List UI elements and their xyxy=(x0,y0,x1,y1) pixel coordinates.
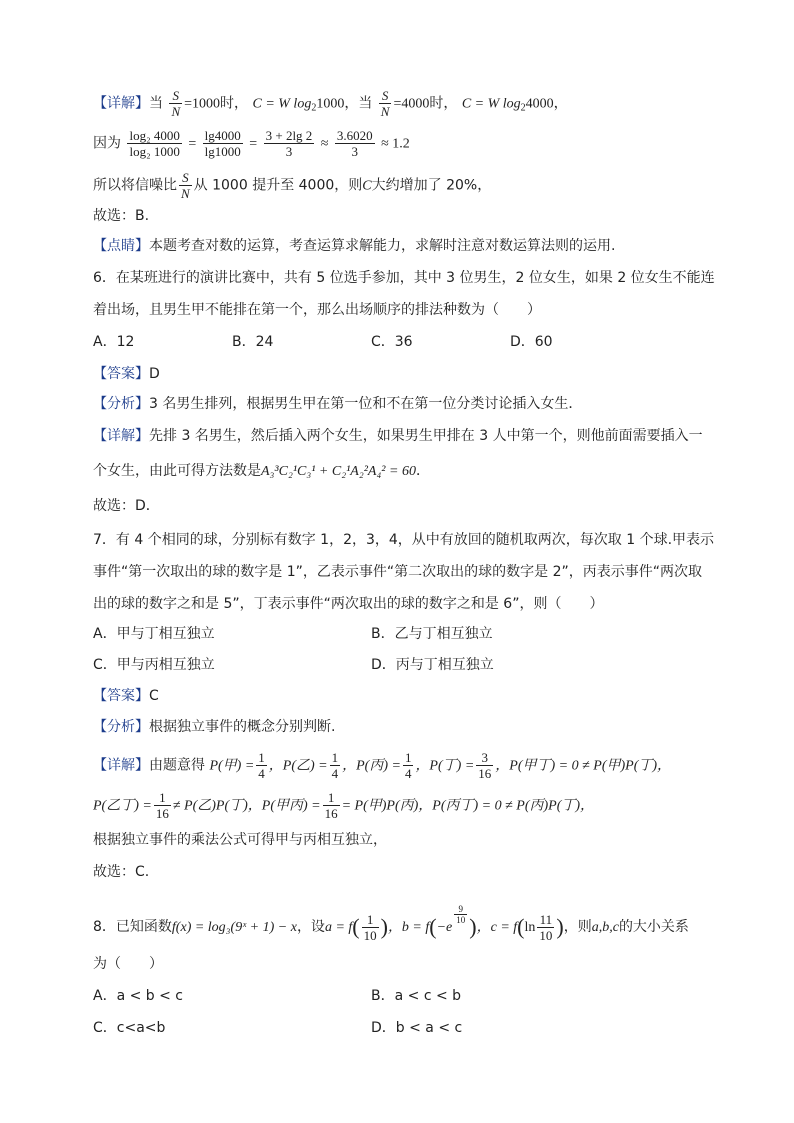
fraction-s-over-n: $\frac{S}{N}$ xyxy=(181,170,190,201)
q6-option-b: B．24 xyxy=(232,334,274,350)
q7-detail-line-1: 【详解】由题意得 P(甲) = $\frac{1}{4}$ ，P(乙) = $\frac{1}{4}$ ，P(丙) = $\frac{1}{4}$ ，P(丁) = $\frac{3}{16}$ ，P(甲丁) = 0 ≠ P(甲)P(丁)， xyxy=(93,750,672,781)
fraction-s-over-n: $\frac{S}{N}$ xyxy=(171,88,181,119)
fraction-log-ratio: $\frac{\text{log₂ 4000}}{\text{log₂ 1000}}$ xyxy=(129,128,180,159)
q6-stem-line-2: 着出场，且男生甲不能排在第一个，那么出场顺序的排法种数为（ ） xyxy=(93,302,541,318)
q5-comment: 【点睛】本题考查对数的运算，考查运算求解能力，求解时注意对数运算法则的运用. xyxy=(93,238,616,254)
q8-option-b: B．a < c < b xyxy=(371,988,462,1004)
q8-option-c: C．c<a<b xyxy=(93,1020,166,1036)
q8-option-a: A．a < b < c xyxy=(93,988,184,1004)
q8-stem-line-1: 8．已知函数f(x) = log₃(9ˣ + 1) − x，设a = f( $\frac{1}{10}$ )，b = f(−e $\frac{9}{10}$ )，c = f(ln $\frac{11}{10}$ )，则a,b,c的大小关系 xyxy=(93,904,689,943)
detail-tag: 【详解】 xyxy=(93,428,149,444)
q5-choice: 故选：B. xyxy=(93,208,150,224)
q7-option-c: C．甲与丙相互独立 xyxy=(93,657,215,673)
q7-option-d: D．丙与丁相互独立 xyxy=(371,657,494,673)
q6-option-a: A．12 xyxy=(93,334,135,350)
q5-detail-line-2: 因为 $\frac{\text{log₂ 4000}}{\text{log₂ 1000}}$ = $\frac{\lg 4000}{\lg 1000}$ = $\frac{3 + 2\lg 2}{3}$ ≈ $\frac{3.6020}{3}$ ≈ 1.2 xyxy=(93,128,410,159)
q6-option-d: D．60 xyxy=(510,334,553,350)
q7-option-b: B．乙与丁相互独立 xyxy=(371,626,493,642)
q5-conclusion: 所以将信噪比 $\frac{S}{N}$ 从 1000 提升至 4000，则C大约增加了 20%， xyxy=(93,170,492,201)
analysis-tag: 【分析】 xyxy=(93,396,149,412)
q7-stem-line-2: 事件“第一次取出的球的数字是 1”，乙表示事件“第二次取出的球的数字是 2”，丙表示事件“两次取 xyxy=(93,564,702,580)
q7-stem-line-3: 出的球的数字之和是 5”，丁表示事件“两次取出的球的数字之和是 6”，则（ ） xyxy=(93,596,604,612)
q7-answer: 【答案】C xyxy=(93,688,159,704)
detail-tag: 【详解】 xyxy=(93,95,149,112)
answer-tag: 【答案】 xyxy=(93,366,149,382)
q6-detail-line-1: 【详解】先排 3 名男生，然后插入两个女生，如果男生甲排在 3 人中第一个，则他前面需要插入一 xyxy=(93,428,703,444)
fraction-lg-ratio: $\frac{\lg 4000}{\lg 1000}$ xyxy=(204,128,241,159)
analysis-tag: 【分析】 xyxy=(93,719,149,735)
q8-option-d: D．b < a < c xyxy=(371,1020,463,1036)
answer-tag: 【答案】 xyxy=(93,688,149,704)
q6-answer: 【答案】D xyxy=(93,366,160,382)
q7-analysis: 【分析】根据独立事件的概念分别判断. xyxy=(93,719,336,735)
q7-choice: 故选：C. xyxy=(93,864,150,880)
q6-option-c: C．36 xyxy=(371,334,413,350)
q7-option-a: A．甲与丁相互独立 xyxy=(93,626,215,642)
q7-detail-line-2: P(乙丁) = $\frac{1}{16}$ ≠ P(乙)P(丁)，P(甲丙) = $\frac{1}{16}$ = P(甲)P(丙)，P(丙丁) = 0 ≠ P(丙)P(丁)， xyxy=(93,790,595,821)
function-definition: f(x) = log₃(9ˣ + 1) − x xyxy=(171,920,297,935)
q6-analysis: 【分析】3 名男生排列，根据男生甲在第一位和不在第一位分类讨论插入女生． xyxy=(93,396,583,412)
detail-tag: 【详解】 xyxy=(93,757,149,774)
q5-detail-line-1: 【详解】当 $\frac{S}{N}$ =1000时， C = W $\log_21000$，当 $\frac{S}{N}$ =4000时， C = W $\log_24000$， xyxy=(93,88,568,119)
fraction-s-over-n: $\frac{S}{N}$ xyxy=(380,88,390,119)
exponent-fraction: $\frac{9}{10}$ xyxy=(456,904,466,925)
comment-tag: 【点睛】 xyxy=(93,238,149,254)
q7-stem-line-1: 7．有 4 个相同的球，分别标有数字 1，2，3，4，从中有放回的随机取两次，每次取 1 个球.甲表示 xyxy=(93,532,715,548)
q7-conclusion: 根据独立事件的乘法公式可得甲与丙相互独立， xyxy=(93,832,387,848)
fraction-expanded: $\frac{3 + 2\lg 2}{3}$ xyxy=(265,128,313,159)
fraction-decimal: $\frac{3.6020}{3}$ xyxy=(336,128,373,159)
q8-stem-line-2: 为（ ） xyxy=(93,956,163,972)
q6-choice: 故选：D． xyxy=(93,498,160,514)
q6-detail-line-2: 个女生，由此可得方法数是A₃³C₂¹C₃¹ + C₂¹A₂²A₄² = 60． xyxy=(93,463,430,479)
q6-stem-line-1: 6．在某班进行的演讲比赛中，共有 5 位选手参加，其中 3 位男生，2 位女生，如果 2 位女生不能连 xyxy=(93,270,715,286)
permutation-formula: A₃³C₂¹C₃¹ + C₂¹A₂²A₄² = 60 xyxy=(261,464,416,479)
